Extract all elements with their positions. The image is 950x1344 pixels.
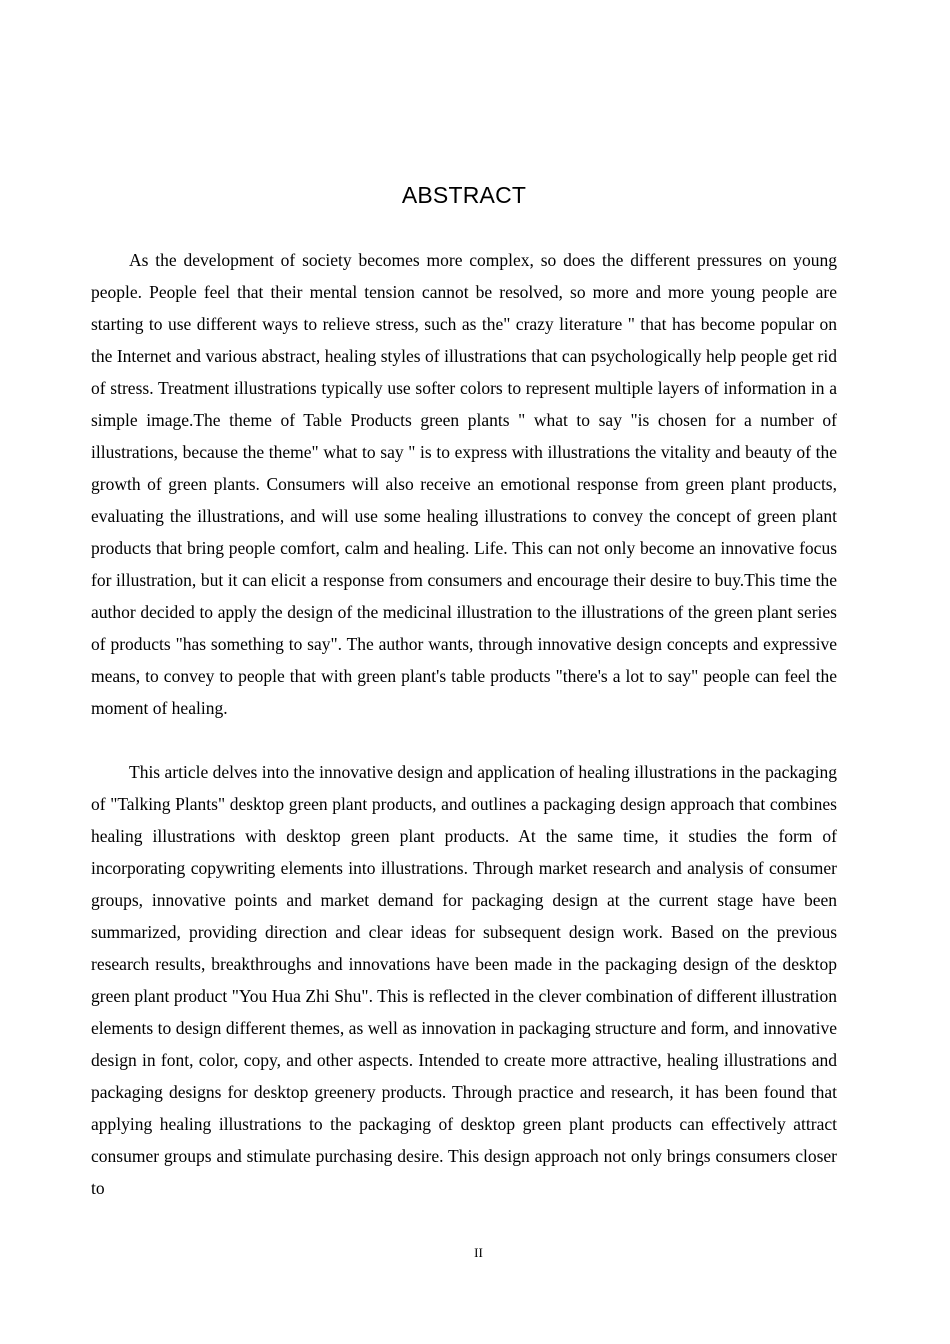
abstract-title: ABSTRACT [401,182,527,208]
abstract-body [91,244,837,1204]
abstract-paragraph-2: This article delves into the innovative design and application of healing illustrations in the packaging of "Talking Plants" desktop green plant products, and outlines a packaging design approach that combines healing illustrations with desktop green plant products. At the same time, it studies the form of incorporating copywriting elements into illustrations. Through market research and analysis of consumer groups, innovative points and market demand for packaging design at the current stage have been summarized, providing direction and clear ideas for subsequent design work. Based on the previous research results, breakthroughs and innovations have been made in the packaging design of the desktop green plant product "You Hua Zhi Shu". This is reflected in the clever combination of different illustration elements to design different themes, as well as innovation in packaging structure and form, and innovative design in font, color, copy, and other aspects. Intended to create more attractive, healing illustrations and packaging designs for desktop greenery products. Through practice and research, it has been found that applying healing illustrations to the packaging of desktop green plant products can effectively attract consumer groups and stimulate purchasing desire. This design approach not only brings consumers closer to [91,762,837,1198]
page-number: II [474,1245,483,1260]
abstract-paragraph-1: As the development of society becomes more complex, so does the different pressures on young people. People feel that their mental tension cannot be resolved, so more and more young people are starting to use different ways to relieve stress, such as the" crazy literature " that has become popular on the Internet and various abstract, healing styles of illustrations that can psychologically help people get rid of stress. Treatment illustrations typically use softer colors to represent multiple layers of information in a simple image.The theme of Table Products green plants " what to say "is chosen for a number of illustrations, because the theme" what to say " is to express with illustrations the vitality and beauty of the growth of green plants. Consumers will also receive an emotional response from green plant products, evaluating the illustrations, and will use some healing illustrations to convey the concept of green plant products that bring people comfort, calm and healing. Life. This can not only become an innovative focus for illustration, but it can elicit a response from consumers and encourage their desire to buy.This time the author decided to apply the design of the medicinal illustration to the illustrations of the green plant series of products "has something to say". The author wants, through innovative design concepts and expressive means, to convey to people that with green plant's table products "there's a lot to say" people can feel the moment of healing. [91,250,837,718]
